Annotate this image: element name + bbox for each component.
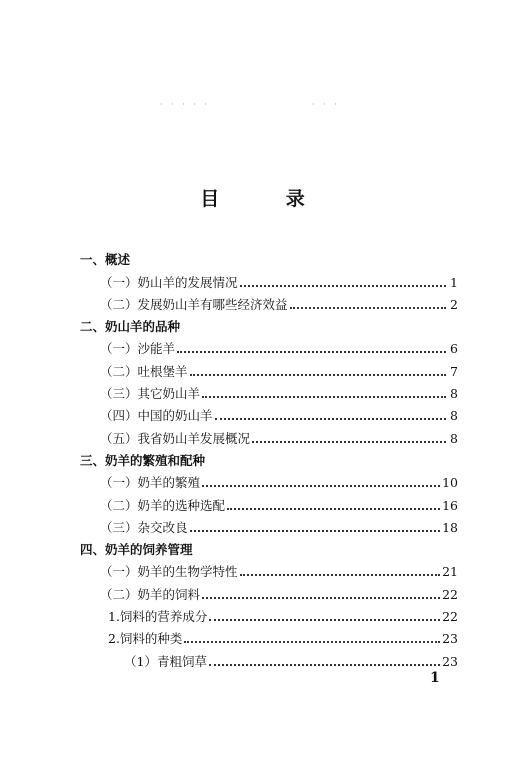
toc-label: （三）杂交改良 xyxy=(100,519,188,535)
toc-label: （1）青粗饲草 xyxy=(124,653,207,669)
toc-chapter xyxy=(80,245,458,267)
dot-leader xyxy=(190,374,446,376)
toc-entry xyxy=(80,267,458,289)
toc-chapter xyxy=(80,535,458,557)
toc-page-number: 8 xyxy=(450,430,458,446)
dot-leader xyxy=(184,641,440,643)
toc-page-number: 7 xyxy=(450,363,458,379)
toc-entry xyxy=(80,334,458,356)
toc-label: （一）沙能羊 xyxy=(100,341,176,357)
toc-label: （二）奶羊的选种选配 xyxy=(100,497,226,513)
page-title: 目 录 xyxy=(200,188,335,210)
toc-label: （一）奶羊的生物学特性 xyxy=(100,564,238,580)
toc-label: 三、奶羊的繁殖和配种 xyxy=(80,452,206,468)
toc-page-number: 18 xyxy=(442,519,458,535)
toc-chapter xyxy=(80,446,458,468)
toc-entry xyxy=(80,579,458,601)
toc-label: 一、概述 xyxy=(80,252,131,268)
toc-page-number: 23 xyxy=(442,631,458,647)
toc-label: 四、奶羊的饲养管理 xyxy=(80,542,193,558)
dot-leader xyxy=(215,418,446,420)
toc-label: 二、奶山羊的品种 xyxy=(80,319,181,335)
toc-label: （一）奶羊的繁殖 xyxy=(100,475,201,491)
page-number: 1 xyxy=(430,670,440,686)
toc-label: （三）其它奶山羊 xyxy=(100,386,201,402)
toc-page-number: 16 xyxy=(442,497,458,513)
toc-page-number: 8 xyxy=(450,386,458,402)
toc-entry xyxy=(80,646,458,668)
dot-leader xyxy=(190,530,441,532)
dot-leader xyxy=(209,664,440,666)
toc-entry xyxy=(80,624,458,646)
toc-entry xyxy=(80,290,458,312)
dot-leader xyxy=(290,307,446,309)
toc-label: 1.饲料的营养成分 xyxy=(108,609,208,625)
toc-entry xyxy=(80,468,458,490)
toc-entry xyxy=(80,557,458,579)
toc-page-number: 22 xyxy=(442,609,458,625)
toc-label: （五）我省奶山羊发展概况 xyxy=(100,430,251,446)
dot-leader xyxy=(240,285,446,287)
toc-entry xyxy=(80,401,458,423)
toc-label: （二）发展奶山羊有哪些经济效益 xyxy=(100,296,288,312)
toc-page-number: 2 xyxy=(450,296,458,312)
scan-speck: · · · · · xyxy=(160,100,210,109)
toc-chapter xyxy=(80,312,458,334)
dot-leader xyxy=(177,351,446,353)
toc-page-number: 21 xyxy=(442,564,458,580)
dot-leader xyxy=(202,597,440,599)
toc-entry xyxy=(80,602,458,624)
toc-page-number: 22 xyxy=(442,586,458,602)
toc-entry xyxy=(80,356,458,378)
toc-entry xyxy=(80,513,458,535)
dot-leader xyxy=(209,619,440,621)
table-of-contents xyxy=(80,245,458,669)
scan-speck: · · · xyxy=(312,100,340,109)
toc-label: （二）吐根堡羊 xyxy=(100,363,188,379)
toc-page-number: 8 xyxy=(450,408,458,424)
toc-entry xyxy=(80,490,458,512)
dot-leader xyxy=(252,441,446,443)
toc-page-number: 1 xyxy=(450,274,458,290)
toc-entry xyxy=(80,379,458,401)
toc-page-number: 23 xyxy=(442,653,458,669)
dot-leader xyxy=(202,396,446,398)
toc-label: （一）奶山羊的发展情况 xyxy=(100,274,238,290)
dot-leader xyxy=(202,485,440,487)
toc-page-number: 10 xyxy=(442,475,458,491)
dot-leader xyxy=(240,574,441,576)
toc-label: （四）中国的奶山羊 xyxy=(100,408,213,424)
toc-label: （二）奶羊的饲料 xyxy=(100,586,201,602)
dot-leader xyxy=(227,508,440,510)
toc-label: 2.饲料的种类 xyxy=(108,631,183,647)
toc-entry xyxy=(80,423,458,445)
toc-page-number: 6 xyxy=(450,341,458,357)
